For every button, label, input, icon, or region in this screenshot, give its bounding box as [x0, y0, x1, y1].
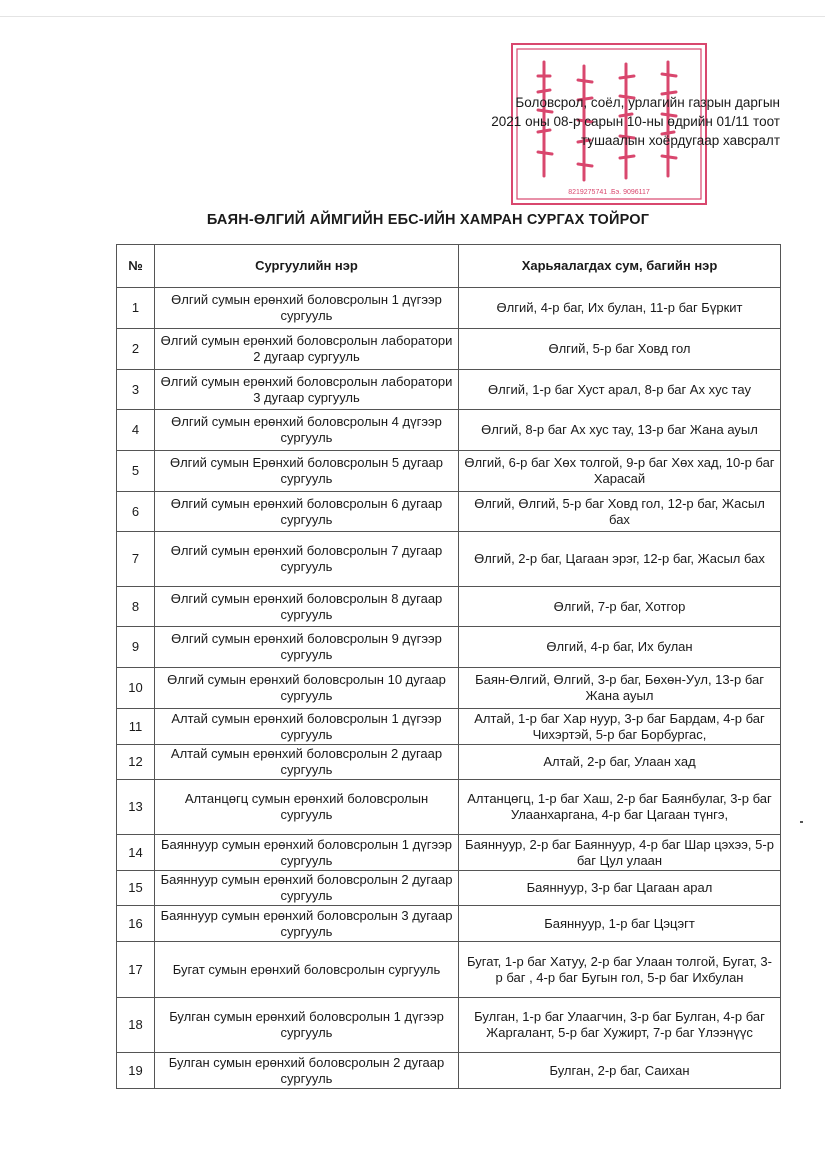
seal-serial: 8219275741 .Бэ. 9096117 — [568, 189, 650, 196]
school-name: Баяннуур сумын ерөнхий боловсролын 3 дугаар сургууль — [155, 906, 459, 942]
school-name: Алтанцөгц сумын ерөнхий боловсролын сургууль — [155, 780, 459, 835]
row-number: 7 — [117, 532, 155, 587]
area-name: Өлгий, 4-р баг, Их булан, 11-р баг Бүркит — [459, 288, 781, 329]
row-number: 13 — [117, 780, 155, 835]
area-name: Баяннуур, 2-р баг Баяннуур, 4-р баг Шар цэхээ, 5-р баг Цул улаан — [459, 835, 781, 871]
area-name: Өлгий, 5-р баг Ховд гол — [459, 329, 781, 370]
row-number: 16 — [117, 906, 155, 942]
table-row — [117, 745, 781, 780]
attachment-note — [470, 93, 780, 150]
area-name: Өлгий, 1-р баг Хуст арал, 8-р баг Ах хус тау — [459, 370, 781, 410]
table-row — [117, 668, 781, 709]
scan-edge-line — [0, 16, 825, 17]
table-row — [117, 532, 781, 587]
table-row — [117, 780, 781, 835]
school-name: Баяннуур сумын ерөнхий боловсролын 1 дүгээр сургууль — [155, 835, 459, 871]
area-name: Баяннуур, 3-р баг Цагаан арал — [459, 871, 781, 906]
header-number: № — [117, 245, 155, 288]
table-row — [117, 871, 781, 906]
area-name: Өлгий, Өлгий, 5-р баг Ховд гол, 12-р баг, Жасыл бах — [459, 492, 781, 532]
table-row — [117, 288, 781, 329]
table-row — [117, 835, 781, 871]
scan-speck — [800, 821, 803, 823]
table-row — [117, 410, 781, 451]
area-name: Булган, 2-р баг, Саихан — [459, 1053, 781, 1089]
area-name: Баян-Өлгий, Өлгий, 3-р баг, Бөхөн-Уул, 13-р баг Жана ауыл — [459, 668, 781, 709]
row-number: 1 — [117, 288, 155, 329]
school-name: Булган сумын ерөнхий боловсролын 1 дүгээр сургууль — [155, 998, 459, 1053]
area-name: Өлгий, 8-р баг Ах хус тау, 13-р баг Жана ауыл — [459, 410, 781, 451]
school-name: Өлгий сумын ерөнхий боловсролын лаборатори 3 дугаар сургууль — [155, 370, 459, 410]
table-row — [117, 627, 781, 668]
table-row — [117, 942, 781, 998]
table-header-row — [117, 245, 781, 288]
school-name: Булган сумын ерөнхий боловсролын 2 дугаар сургууль — [155, 1053, 459, 1089]
area-name: Булган, 1-р баг Улаагчин, 3-р баг Булган, 4-р баг Жаргалант, 5-р баг Хужирт, 7-р баг Үлээнүүс — [459, 998, 781, 1053]
school-name: Бугат сумын ерөнхий боловсролын сургууль — [155, 942, 459, 998]
table-row — [117, 709, 781, 745]
table-row — [117, 370, 781, 410]
header-school-name: Сургуулийн нэр — [155, 245, 459, 288]
note-line-2: 2021 оны 08-р сарын 10-ны өдрийн 01/11 тоот — [491, 114, 780, 129]
row-number: 8 — [117, 587, 155, 627]
area-name: Алтанцөгц, 1-р баг Хаш, 2-р баг Баянбулаг, 3-р баг Улаанхаргана, 4-р баг Цагаан түнгэ, — [459, 780, 781, 835]
school-name: Өлгий сумын ерөнхий боловсролын 9 дүгээр сургууль — [155, 627, 459, 668]
school-name: Баяннуур сумын ерөнхий боловсролын 2 дугаар сургууль — [155, 871, 459, 906]
school-district-table — [116, 244, 781, 1089]
area-name: Алтай, 1-р баг Хар нуур, 3-р баг Бардам, 4-р баг Чихэртэй, 5-р баг Борбургас, — [459, 709, 781, 745]
school-name: Өлгий сумын Ерөнхий боловсролын 5 дугаар сургууль — [155, 451, 459, 492]
note-line-3: тушаалын хоёрдугаар хавсралт — [580, 133, 780, 148]
school-name: Өлгий сумын ерөнхий боловсролын 6 дугаар сургууль — [155, 492, 459, 532]
row-number: 19 — [117, 1053, 155, 1089]
area-name: Өлгий, 7-р баг, Хотгор — [459, 587, 781, 627]
row-number: 17 — [117, 942, 155, 998]
table-row — [117, 587, 781, 627]
area-name: Алтай, 2-р баг, Улаан хад — [459, 745, 781, 780]
table-row — [117, 906, 781, 942]
school-name: Өлгий сумын ерөнхий боловсролын 4 дүгээр сургууль — [155, 410, 459, 451]
table-row — [117, 329, 781, 370]
row-number: 10 — [117, 668, 155, 709]
row-number: 14 — [117, 835, 155, 871]
area-name: Өлгий, 2-р баг, Цагаан эрэг, 12-р баг, Жасыл бах — [459, 532, 781, 587]
school-name: Өлгий сумын ерөнхий боловсролын 1 дүгээр сургууль — [155, 288, 459, 329]
school-name: Алтай сумын ерөнхий боловсролын 1 дүгээр сургууль — [155, 709, 459, 745]
row-number: 11 — [117, 709, 155, 745]
area-name: Өлгий, 6-р баг Хөх толгой, 9-р баг Хөх хад, 10-р баг Харасай — [459, 451, 781, 492]
area-name: Баяннуур, 1-р баг Цэцэгт — [459, 906, 781, 942]
row-number: 18 — [117, 998, 155, 1053]
school-name: Өлгий сумын ерөнхий боловсролын лаборатори 2 дугаар сургууль — [155, 329, 459, 370]
header-area: Харьяалагдах сум, багийн нэр — [459, 245, 781, 288]
row-number: 15 — [117, 871, 155, 906]
document-title: БАЯН-ӨЛГИЙ АЙМГИЙН ЕБС-ИЙН ХАМРАН СУРГАХ ТОЙРОГ — [206, 212, 650, 228]
area-name: Өлгий, 4-р баг, Их булан — [459, 627, 781, 668]
row-number: 4 — [117, 410, 155, 451]
row-number: 12 — [117, 745, 155, 780]
row-number: 2 — [117, 329, 155, 370]
table-row — [117, 1053, 781, 1089]
school-name: Өлгий сумын ерөнхий боловсролын 8 дугаар сургууль — [155, 587, 459, 627]
row-number: 5 — [117, 451, 155, 492]
table-row — [117, 451, 781, 492]
school-name: Алтай сумын ерөнхий боловсролын 2 дугаар сургууль — [155, 745, 459, 780]
note-line-1: Боловсрол, соёл, урлагийн газрын даргын — [515, 95, 780, 110]
row-number: 9 — [117, 627, 155, 668]
table-row — [117, 492, 781, 532]
row-number: 6 — [117, 492, 155, 532]
school-name: Өлгий сумын ерөнхий боловсролын 10 дугаар сургууль — [155, 668, 459, 709]
school-name: Өлгий сумын ерөнхий боловсролын 7 дугаар сургууль — [155, 532, 459, 587]
table-row — [117, 998, 781, 1053]
row-number: 3 — [117, 370, 155, 410]
area-name: Бугат, 1-р баг Хатуу, 2-р баг Улаан толгой, Бугат, 3-р баг , 4-р баг Бугын гол, 5-р баг Ихбулан — [459, 942, 781, 998]
